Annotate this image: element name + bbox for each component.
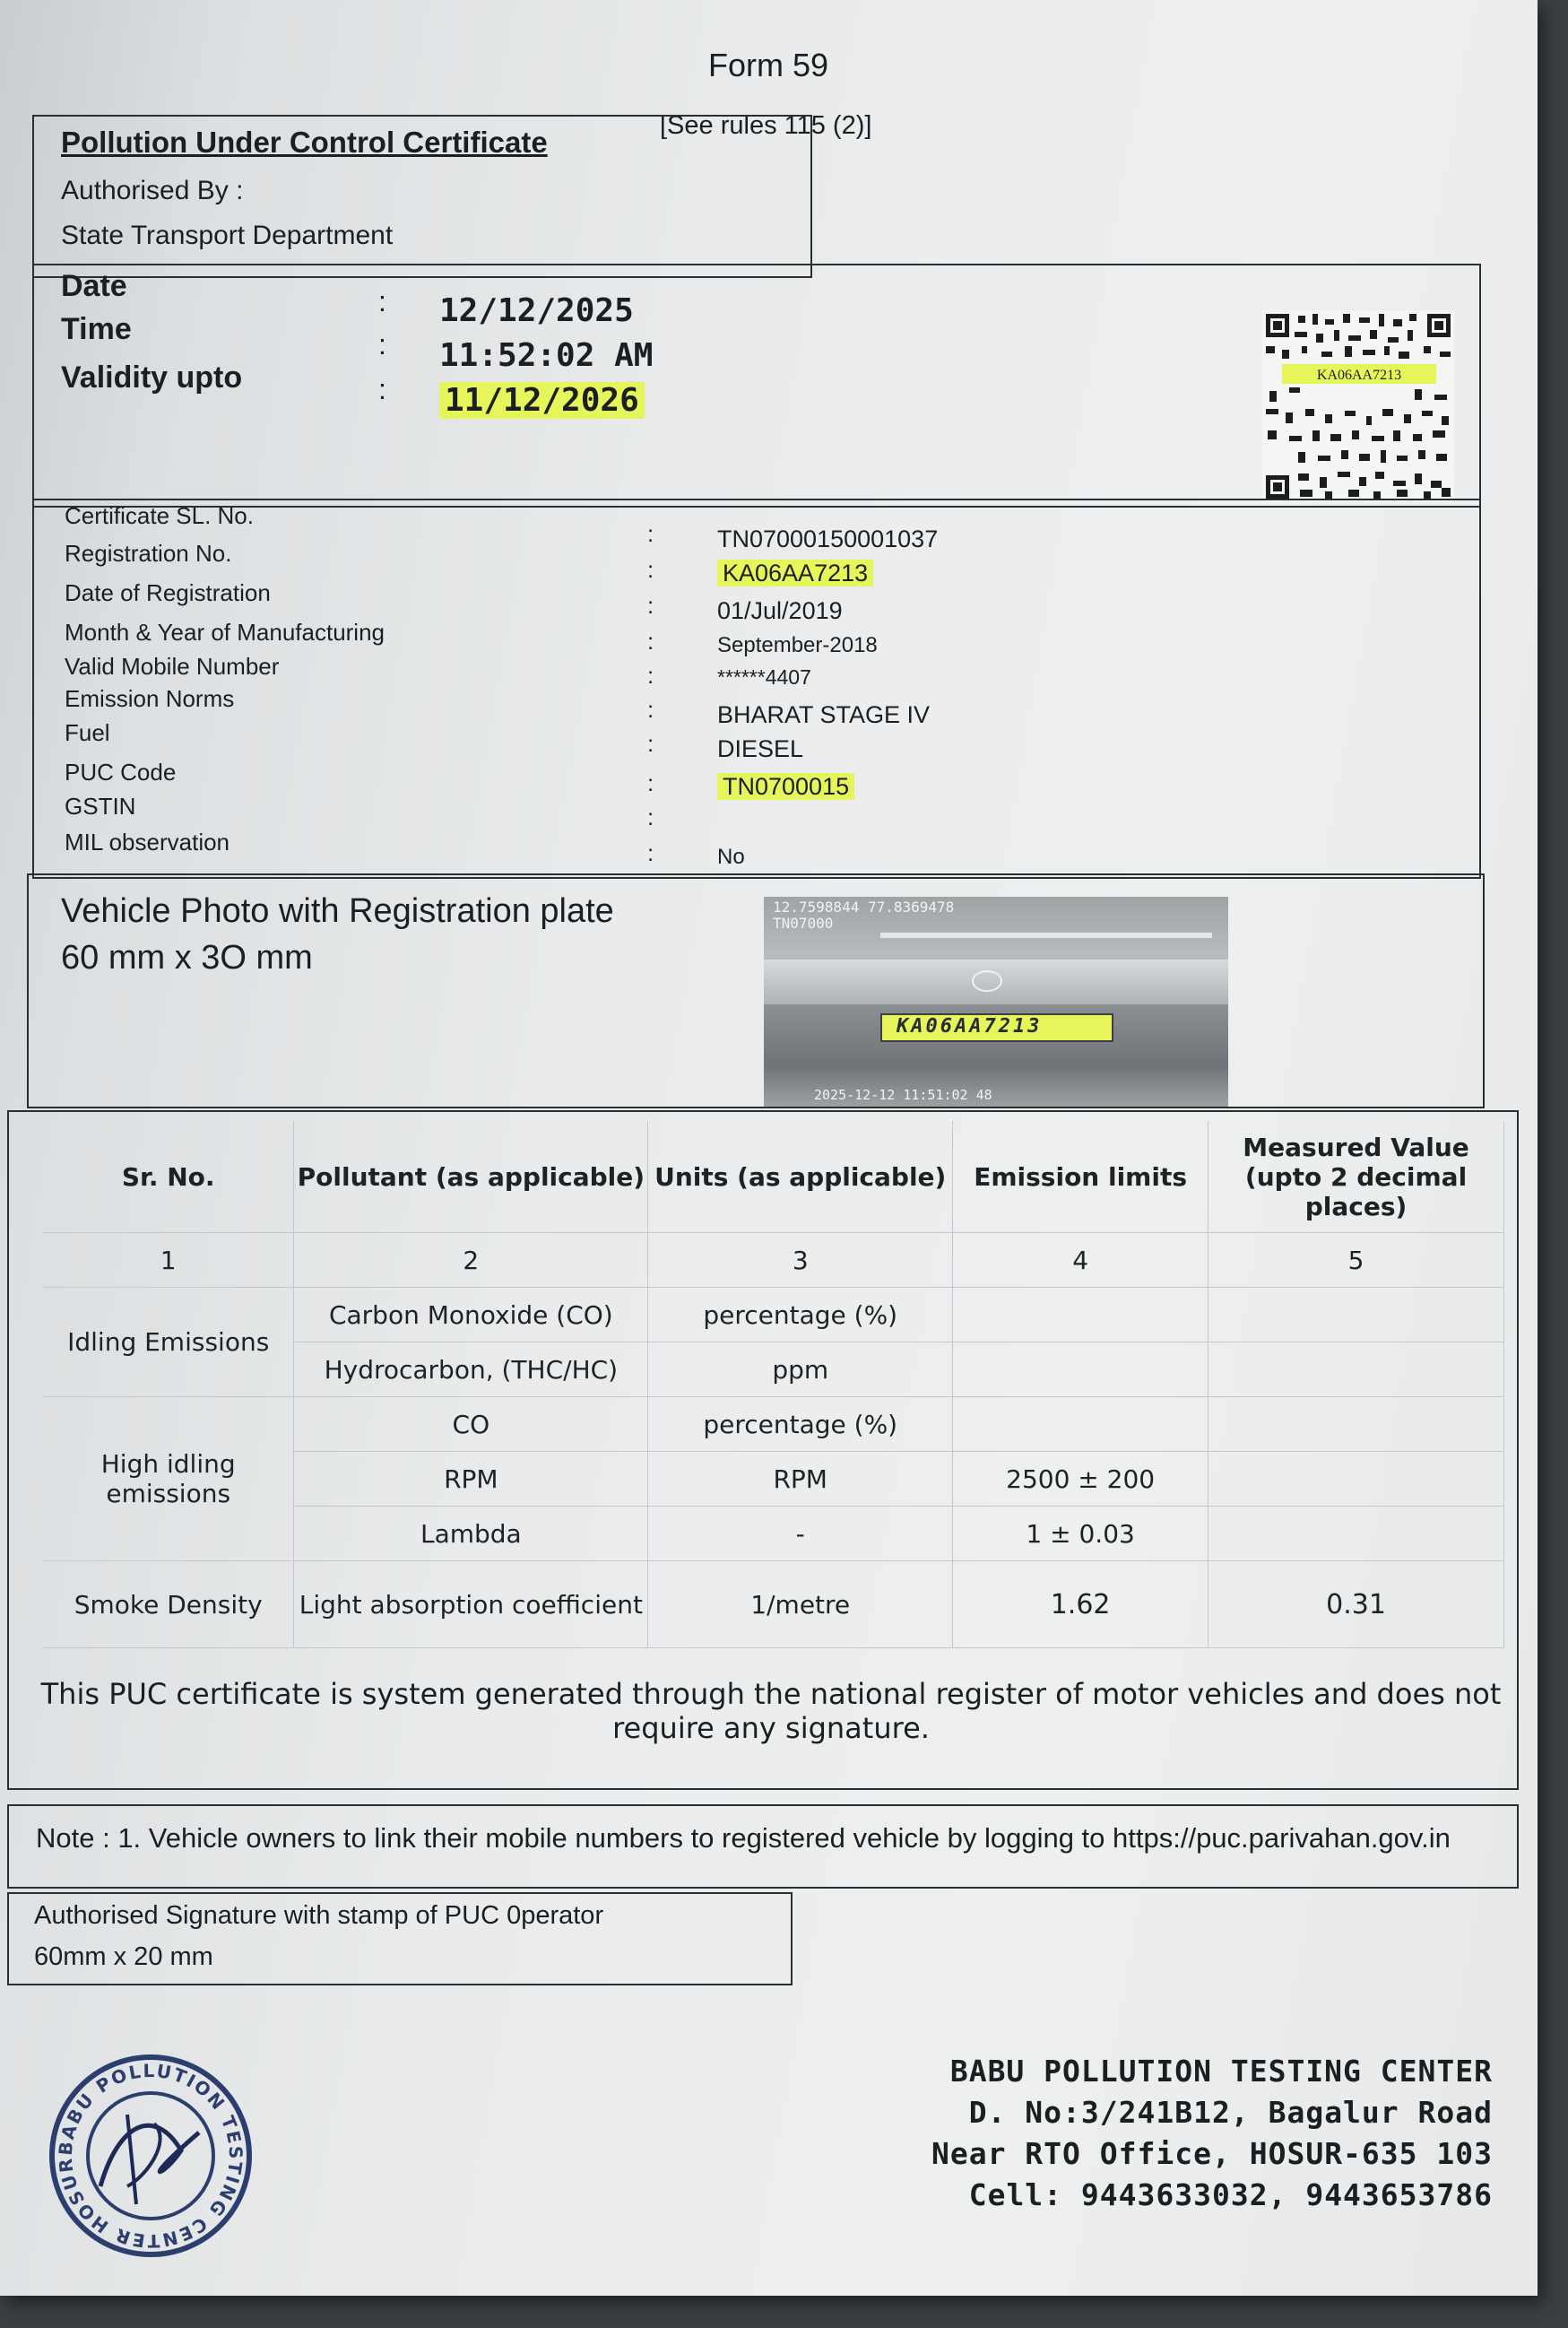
detail-label: GSTIN (65, 793, 136, 820)
limit-cell (953, 1397, 1208, 1452)
signature-scribble (100, 2125, 199, 2186)
table-row (43, 1288, 1504, 1342)
plate-text: KA06AA7213 (897, 1015, 1043, 1038)
testing-center-address-line2: Near RTO Office, HOSUR-635 103 (931, 2136, 1493, 2171)
mobile-link-note: Note : 1. Vehicle owners to link their mobile numbers to registered vehicle by logging to https://puc.parivahan.gov.in (36, 1822, 1451, 1854)
detail-colon: : (647, 662, 654, 689)
limit-cell (953, 1342, 1208, 1397)
column-header: Emission limits (953, 1121, 1208, 1233)
column-header: Pollutant (as applicable) (294, 1121, 648, 1233)
date-value: 12/12/2025 (439, 292, 634, 329)
detail-colon: : (647, 520, 654, 547)
form-title: Form 59 (708, 47, 829, 83)
detail-colon: : (647, 592, 654, 619)
time-colon: : (378, 328, 386, 360)
detail-colon: : (647, 556, 654, 583)
testing-center-address-line1: D. No:3/241B12, Bagalur Road (968, 2095, 1493, 2130)
mil-observation-value: No (717, 845, 745, 869)
vehicle-photo-label-line1: Vehicle Photo with Registration plate (61, 892, 614, 930)
group-label: Smoke Density (43, 1561, 294, 1648)
testing-center-phone: Cell: 9443633032, 9443653786 (968, 2177, 1493, 2212)
mobile-number-value: ******4407 (717, 665, 811, 689)
unit-cell: 1/metre (648, 1561, 953, 1648)
testing-center-name: BABU POLLUTION TESTING CENTER (949, 2054, 1493, 2089)
column-number: 5 (1208, 1233, 1504, 1288)
measured-cell (1208, 1397, 1504, 1452)
pollutant-cell: Light absorption coefficient (294, 1561, 648, 1648)
photo-overlay-code: TN07000 (773, 915, 834, 932)
emissions-table (43, 1121, 1504, 1648)
unit-cell: percentage (%) (648, 1397, 953, 1452)
pollutant-cell: Carbon Monoxide (CO) (294, 1288, 648, 1342)
measured-cell (1208, 1342, 1504, 1397)
validity-value: 11/12/2026 (439, 382, 645, 419)
pollutant-cell: RPM (294, 1452, 648, 1507)
unit-cell: ppm (648, 1342, 953, 1397)
svg-text:BABU POLLUTION TESTING CENTER (55, 2060, 247, 2252)
pollutant-cell: Hydrocarbon, (THC/HC) (294, 1342, 648, 1397)
limit-cell (953, 1288, 1208, 1342)
column-header: Measured Value (upto 2 decimal places) (1208, 1121, 1504, 1233)
time-label: Time (61, 312, 132, 346)
puc-code-value: TN0700015 (717, 773, 854, 801)
pollutant-cell: CO (294, 1397, 648, 1452)
column-header: Units (as applicable) (648, 1121, 953, 1233)
vehicle-photo-size: 60 mm x 3O mm (61, 939, 313, 977)
testing-center-stamp (47, 2052, 255, 2260)
qr-embedded-text: KA06AA7213 (1316, 368, 1402, 383)
date-of-registration-value: 01/Jul/2019 (717, 597, 843, 624)
unit-cell: percentage (%) (648, 1288, 953, 1342)
limit-cell: 2500 ± 200 (953, 1452, 1208, 1507)
registration-no-value: KA06AA7213 (717, 560, 873, 587)
column-number: 1 (43, 1233, 294, 1288)
table-row (43, 1561, 1504, 1648)
detail-label: Registration No. (65, 540, 232, 567)
validity-label: Validity upto (61, 360, 243, 395)
group-label: Idling Emissions (43, 1288, 294, 1397)
column-number: 3 (648, 1233, 953, 1288)
group-label: High idling emissions (43, 1397, 294, 1561)
detail-colon: : (647, 804, 654, 830)
limit-cell: 1 ± 0.03 (953, 1507, 1208, 1561)
certificate-title: Pollution Under Control Certificate (61, 126, 548, 159)
vehicle-photo (764, 897, 1228, 1107)
detail-colon: : (647, 730, 654, 757)
column-number: 2 (294, 1233, 648, 1288)
photo-coordinates: 12.7598844 77.8369478 (773, 899, 955, 916)
certificate-sl-no-value: TN07000150001037 (717, 526, 939, 552)
signature-size: 60mm x 20 mm (34, 1942, 213, 1971)
validity-colon: : (378, 373, 386, 405)
vehicle-photo-label (61, 888, 614, 981)
measured-cell (1208, 1507, 1504, 1561)
detail-colon: : (647, 839, 654, 866)
unit-cell: RPM (648, 1452, 953, 1507)
detail-label: Month & Year of Manufacturing (65, 619, 386, 646)
detail-colon: : (647, 769, 654, 796)
detail-label: PUC Code (65, 759, 177, 786)
authorising-department: State Transport Department (61, 221, 394, 250)
column-number: 4 (953, 1233, 1208, 1288)
detail-label: Fuel (65, 719, 110, 746)
photo-timestamp: 2025-12-12 11:51:02 48 (814, 1087, 992, 1103)
pollutant-cell: Lambda (294, 1507, 648, 1561)
authorised-by-label: Authorised By : (61, 176, 244, 205)
limit-cell: 1.62 (953, 1561, 1208, 1648)
detail-colon: : (647, 628, 654, 655)
time-value: 11:52:02 AM (439, 337, 654, 374)
detail-label: Emission Norms (65, 685, 235, 712)
detail-colon: : (647, 696, 654, 723)
system-generated-note: This PUC certificate is system generated through the national register of motor vehicles and does not require any signature. (40, 1677, 1502, 1745)
signature-label: Authorised Signature with stamp of PUC 0perator (34, 1901, 604, 1930)
detail-label: MIL observation (65, 829, 230, 856)
table-header-row (43, 1121, 1504, 1233)
measured-cell (1208, 1288, 1504, 1342)
detail-label: Certificate SL. No. (65, 502, 254, 529)
manufacturing-month-year-value: September-2018 (717, 633, 878, 657)
emission-norms-value: BHARAT STAGE IV (717, 701, 931, 728)
unit-cell: - (648, 1507, 953, 1561)
measured-cell (1208, 1452, 1504, 1507)
fuel-value: DIESEL (717, 735, 804, 762)
qr-code (1262, 310, 1454, 502)
column-number-row (43, 1233, 1504, 1288)
measured-cell: 0.31 (1208, 1561, 1504, 1648)
detail-label: Valid Mobile Number (65, 653, 280, 680)
stamp-ring-text: BABU POLLUTION TESTING CENTER HOSUR (54, 2059, 247, 2253)
detail-label: Date of Registration (65, 579, 271, 606)
table-row (43, 1397, 1504, 1452)
date-label: Date (61, 269, 127, 303)
column-header: Sr. No. (43, 1121, 294, 1233)
rules-reference: [See rules 115 (2)] (660, 111, 872, 140)
date-colon: : (378, 285, 386, 317)
